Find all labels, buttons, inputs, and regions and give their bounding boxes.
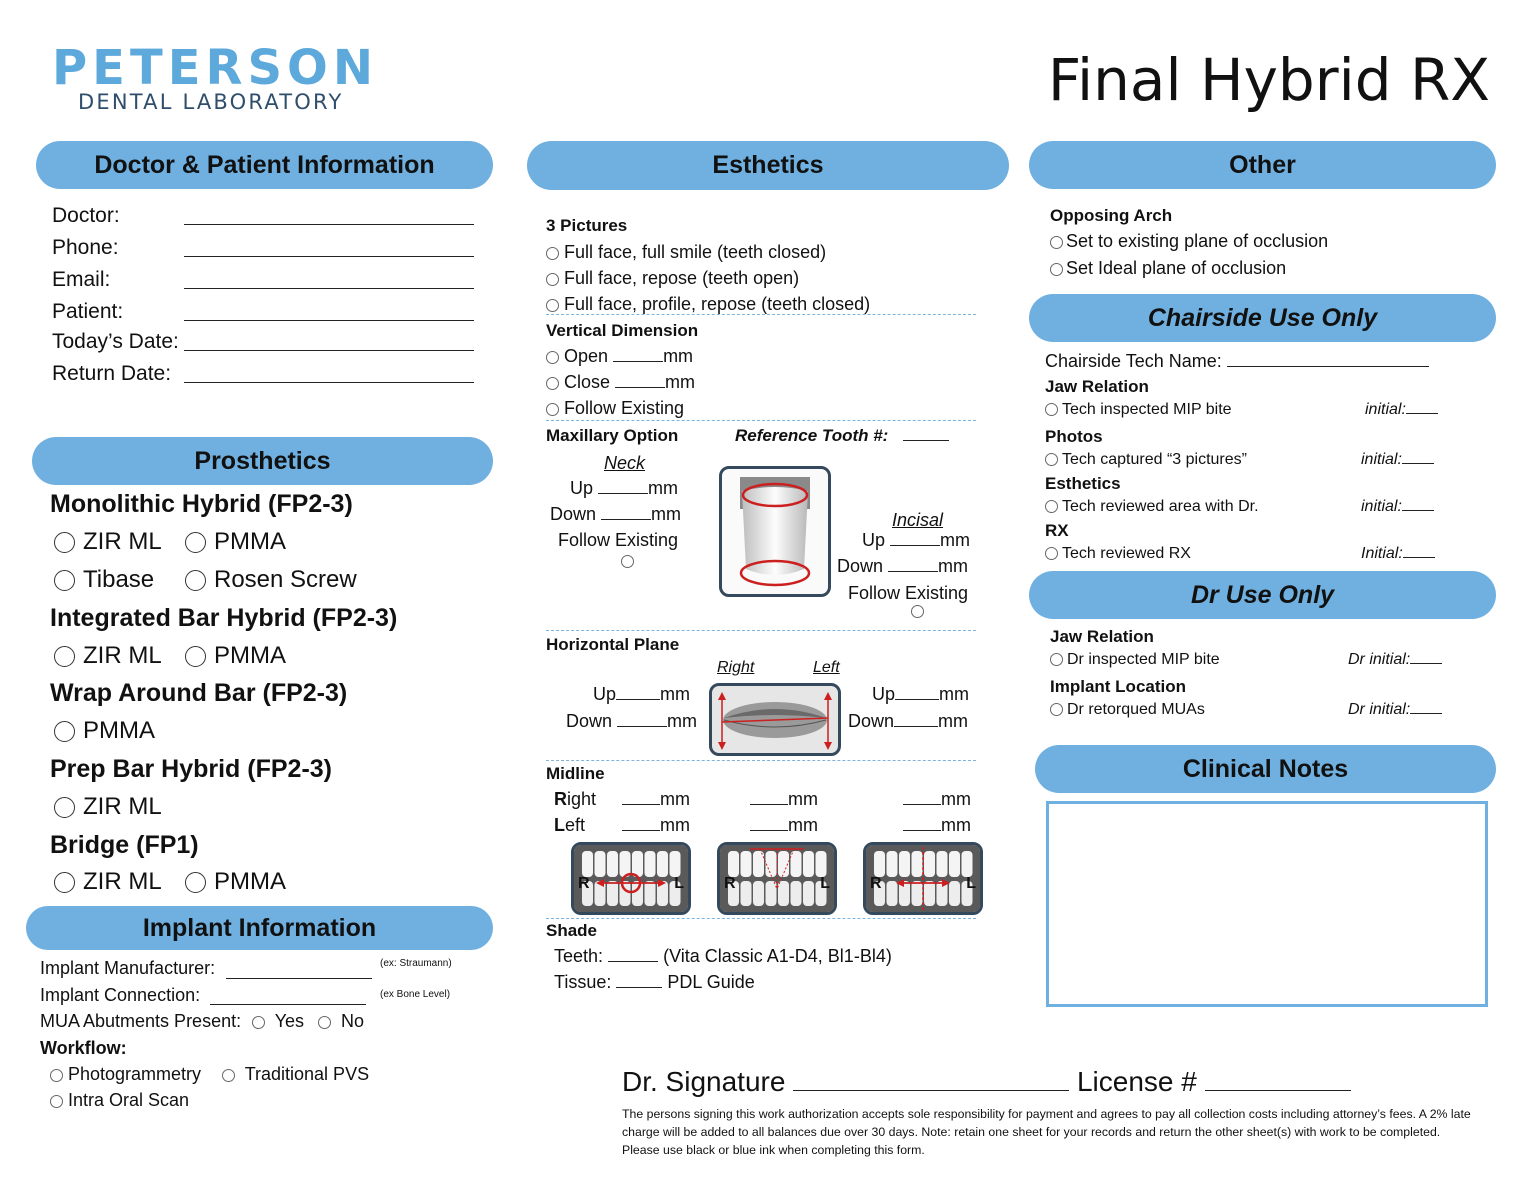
divider (546, 314, 976, 315)
vd-follow-radio[interactable] (546, 403, 559, 416)
prosthetic-radio[interactable] (54, 872, 75, 893)
midline-teeth-image (571, 842, 691, 915)
vertical-dimension-title: Vertical Dimension (546, 321, 699, 340)
midline-mm-field[interactable]: mm (750, 815, 818, 836)
disclaimer (622, 1105, 1471, 1159)
prosthetics-heading: Prosthetics (32, 437, 493, 485)
left-marker: L (674, 875, 684, 892)
right-marker: R (870, 875, 882, 892)
esthetics-heading: Esthetics (527, 141, 1009, 190)
mua-no-radio[interactable] (318, 1016, 331, 1029)
pictures-title: 3 Pictures (546, 216, 628, 235)
mua-no-option[interactable]: No (318, 1011, 364, 1032)
dr-initial-field[interactable]: Dr initial: (1348, 701, 1442, 719)
chairside-item-title: Photos (1045, 427, 1103, 446)
right-marker: R (578, 875, 590, 892)
picture-radio[interactable] (546, 273, 559, 286)
vd-open-option[interactable]: Open mm (546, 346, 693, 367)
workflow-ios[interactable]: Intra Oral Scan (50, 1090, 189, 1111)
midline-left-label: Left (554, 815, 586, 835)
picture-radio[interactable] (546, 247, 559, 260)
prosthetic-radio[interactable] (54, 570, 75, 591)
hp-right-label: Right (717, 659, 755, 676)
chairside-item-option[interactable]: Tech inspected MIP bite (1045, 401, 1232, 419)
chairside-item-option[interactable]: Tech reviewed RX (1045, 545, 1191, 563)
mua-abutments-label: MUA Abutments Present: (40, 1011, 242, 1031)
midline-mm-field[interactable]: mm (903, 789, 971, 810)
implant-manufacturer-field[interactable] (226, 978, 372, 979)
horizontal-plane-title: Horizontal Plane (546, 635, 680, 654)
divider (546, 630, 976, 631)
prosthetic-group-title: Integrated Bar Hybrid (FP2-3) (50, 604, 398, 632)
prosthetic-option-label: PMMA (214, 642, 286, 669)
dr-item-option[interactable]: Dr inspected MIP bite (1050, 651, 1220, 669)
prosthetic-option[interactable] (54, 868, 162, 896)
neck-follow-label: Follow Existing (558, 530, 679, 550)
hp-left-down-field[interactable]: Down mm (848, 711, 969, 731)
divider (546, 760, 976, 761)
vd-follow-option[interactable]: Follow Existing (546, 398, 684, 419)
implant-connection-label: Implant Connection: (40, 985, 201, 1005)
page-title: Final Hybrid RX (1047, 46, 1490, 114)
dp-field-label: Return Date: (52, 362, 172, 385)
prosthetic-radio[interactable] (185, 570, 206, 591)
prosthetic-radio[interactable] (185, 646, 206, 667)
prosthetic-option-label: Tibase (83, 566, 155, 593)
incisal-label: Incisal (892, 510, 944, 530)
prosthetic-option-label: PMMA (83, 717, 155, 744)
reference-tooth-label: Reference Tooth #: (735, 426, 949, 446)
prosthetic-radio[interactable] (185, 872, 206, 893)
dp-field-input[interactable] (184, 256, 474, 257)
dp-field-label: Doctor: (52, 204, 120, 227)
opposing-arch-title: Opposing Arch (1050, 206, 1173, 225)
opposing-ideal-radio[interactable] (1050, 263, 1063, 276)
dp-field-label: Today’s Date: (52, 330, 179, 353)
incisal-down-field[interactable]: Down mm (837, 556, 969, 576)
other-heading: Other (1029, 141, 1496, 189)
picture-option[interactable]: Full face, full smile (teeth closed) (546, 242, 826, 263)
chairside-item-title: RX (1045, 521, 1069, 540)
prosthetic-option[interactable] (185, 868, 286, 896)
prosthetic-option[interactable] (185, 566, 357, 594)
prosthetic-option[interactable] (54, 717, 155, 745)
chairside-item-title: Jaw Relation (1045, 377, 1149, 396)
left-marker: L (966, 875, 976, 892)
ios-radio[interactable] (50, 1095, 63, 1108)
dr-item-title: Implant Location (1050, 677, 1186, 696)
neck-down-field[interactable]: Down mm (550, 504, 682, 524)
left-marker: L (820, 875, 830, 892)
chairside-item-option[interactable]: Tech reviewed area with Dr. (1045, 498, 1259, 516)
dp-field-input[interactable] (184, 288, 474, 289)
vd-close-option[interactable]: Close mm (546, 372, 695, 393)
chairside-initial-field[interactable]: initial: (1361, 498, 1434, 516)
clinical-notes-heading: Clinical Notes (1035, 745, 1496, 793)
logo-subtitle: DENTAL LABORATORY (78, 90, 344, 114)
hp-right-down-field[interactable]: Down mm (566, 711, 698, 731)
prosthetic-radio[interactable] (54, 532, 75, 553)
dr-radio[interactable] (1050, 703, 1063, 716)
neck-follow-radio[interactable] (621, 555, 634, 568)
logo-peterson: PETERSON (52, 40, 379, 96)
tooth-image (719, 466, 831, 597)
vd-close-radio[interactable] (546, 377, 559, 390)
dr-use-heading: Dr Use Only (1029, 571, 1496, 619)
prosthetic-group-title: Monolithic Hybrid (FP2-3) (50, 490, 353, 518)
workflow-label: Workflow: (40, 1038, 127, 1058)
chairside-item-option[interactable]: Tech captured “3 pictures” (1045, 451, 1247, 469)
dr-item-title: Jaw Relation (1050, 627, 1154, 646)
opposing-ideal-option[interactable]: Set Ideal plane of occlusion (1050, 258, 1286, 279)
incisal-follow-label: Follow Existing (848, 583, 969, 603)
chairside-initial-field[interactable]: Initial: (1361, 545, 1435, 563)
dp-field-input[interactable] (184, 350, 474, 351)
prosthetic-option-label: ZIR ML (83, 528, 162, 555)
workflow-pvs[interactable]: Traditional PVS (222, 1064, 369, 1085)
chairside-initial-field[interactable]: initial: (1365, 401, 1438, 419)
right-marker: R (724, 875, 736, 892)
mua-yes-radio[interactable] (252, 1016, 265, 1029)
chairside-tech-name-field[interactable]: Chairside Tech Name: (1045, 351, 1429, 372)
dr-radio[interactable] (1050, 653, 1063, 666)
prosthetic-option[interactable] (54, 566, 154, 594)
picture-option[interactable]: Full face, repose (teeth open) (546, 268, 799, 289)
midline-right-label: Right (554, 789, 597, 809)
midline-mm-field[interactable]: mm (903, 815, 971, 836)
prosthetic-radio[interactable] (185, 532, 206, 553)
mua-yes-option[interactable]: Yes (252, 1011, 304, 1032)
midline-title: Midline (546, 764, 605, 783)
dp-field-label: Email: (52, 268, 111, 291)
dr-initial-field[interactable]: Dr initial: (1348, 651, 1442, 669)
hp-right-up-field[interactable]: Up mm (593, 684, 691, 704)
dp-field-label: Patient: (52, 300, 124, 323)
chairside-heading: Chairside Use Only (1029, 294, 1496, 342)
doctor-patient-heading: Doctor & Patient Information (36, 141, 493, 189)
hp-left-label: Left (813, 659, 840, 676)
implant-manufacturer-example: (ex: Straumann) (380, 958, 452, 969)
chairside-radio[interactable] (1045, 547, 1058, 560)
prosthetic-option-label: ZIR ML (83, 642, 162, 669)
chairside-item-title: Esthetics (1045, 474, 1121, 493)
midline-mm-field[interactable]: mm (622, 815, 690, 836)
prosthetic-option[interactable] (54, 642, 162, 670)
workflow-photogrammetry[interactable]: Photogrammetry (50, 1064, 201, 1085)
prosthetic-option[interactable] (185, 528, 286, 556)
implant-heading: Implant Information (26, 906, 493, 950)
disclaimer-line: The persons signing this work authorization accepts sole responsibility for payment and agrees to pay all collection costs including attorney’s fees. A 2% late (622, 1107, 1471, 1121)
dp-field-input[interactable] (184, 382, 474, 383)
disclaimer-line: charge will be added to all balances due over 30 days. Note: retain one sheet for your records and return the other sheet(s) with work to be completed. (622, 1125, 1441, 1139)
prosthetic-group-title: Prep Bar Hybrid (FP2-3) (50, 755, 333, 783)
picture-radio[interactable] (546, 299, 559, 312)
incisal-follow-radio[interactable] (911, 605, 924, 618)
divider (546, 420, 976, 421)
prosthetic-option-label: ZIR ML (83, 793, 162, 820)
prosthetic-option[interactable] (185, 642, 286, 670)
prosthetic-option[interactable] (54, 793, 162, 821)
prosthetic-option-label: PMMA (214, 528, 286, 555)
picture-option[interactable]: Full face, profile, repose (teeth closed) (546, 294, 870, 315)
prosthetic-radio[interactable] (54, 797, 75, 818)
prosthetic-option-label: ZIR ML (83, 868, 162, 895)
dp-field-input[interactable] (184, 224, 474, 225)
prosthetic-group-title: Wrap Around Bar (FP2-3) (50, 679, 348, 707)
midline-mm-field[interactable]: mm (750, 789, 818, 810)
prosthetic-radio[interactable] (54, 721, 75, 742)
photogrammetry-radio[interactable] (50, 1069, 63, 1082)
dr-item-option[interactable]: Dr retorqued MUAs (1050, 701, 1205, 719)
signature-line[interactable]: Dr. Signature License # (622, 1066, 1351, 1098)
incisal-up-field[interactable]: Up mm (862, 530, 971, 550)
shade-tissue-field[interactable]: Tissue: PDL Guide (554, 972, 755, 992)
vd-open-radio[interactable] (546, 351, 559, 364)
chairside-radio[interactable] (1045, 453, 1058, 466)
divider (546, 918, 976, 919)
neck-label: Neck (604, 453, 646, 473)
chairside-radio[interactable] (1045, 403, 1058, 416)
implant-manufacturer-label: Implant Manufacturer: (40, 958, 216, 978)
dp-field-label: Phone: (52, 236, 119, 259)
midline-teeth-image (863, 842, 983, 915)
neck-up-field[interactable]: Up mm (570, 478, 679, 498)
shade-title: Shade (546, 921, 598, 940)
opposing-existing-radio[interactable] (1050, 236, 1063, 249)
prosthetic-group-title: Bridge (FP1) (50, 831, 199, 859)
implant-connection-field[interactable] (210, 1004, 366, 1005)
prosthetic-option-label: Rosen Screw (214, 566, 357, 593)
opposing-existing-option[interactable]: Set to existing plane of occlusion (1050, 231, 1328, 252)
prosthetic-option-label: PMMA (214, 868, 286, 895)
lips-image (709, 683, 841, 756)
clinical-notes-box[interactable] (1046, 801, 1488, 1007)
maxillary-option-title: Maxillary Option (546, 426, 679, 445)
chairside-radio[interactable] (1045, 500, 1058, 513)
chairside-initial-field[interactable]: initial: (1361, 451, 1434, 469)
prosthetic-option[interactable] (54, 528, 162, 556)
hp-left-up-field[interactable]: Up mm (872, 684, 970, 704)
dp-field-input[interactable] (184, 320, 474, 321)
pvs-radio[interactable] (222, 1069, 235, 1082)
implant-connection-example: (ex Bone Level) (380, 989, 451, 1000)
midline-teeth-image (717, 842, 837, 915)
midline-mm-field[interactable]: mm (622, 789, 690, 810)
prosthetic-radio[interactable] (54, 646, 75, 667)
shade-teeth-field[interactable]: Teeth: (Vita Classic A1-D4, Bl1-Bl4) (554, 946, 892, 966)
disclaimer-line: Please use black or blue ink when completing this form. (622, 1143, 925, 1157)
